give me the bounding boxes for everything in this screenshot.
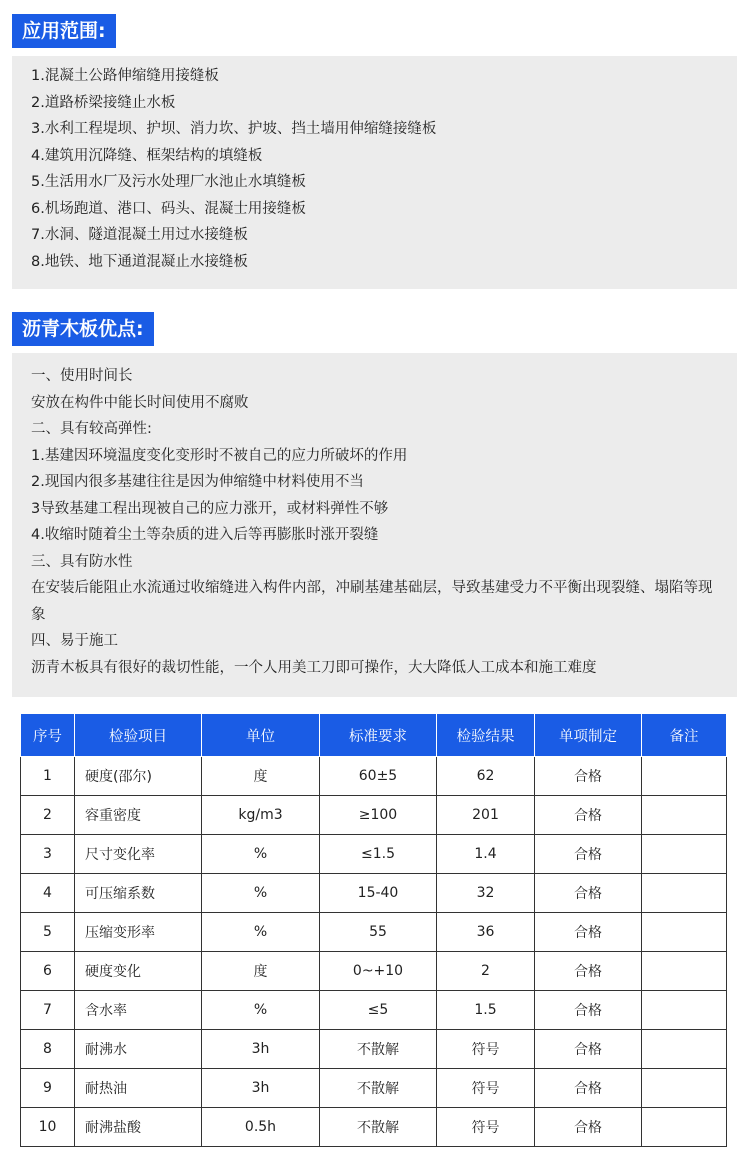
table-cell: 硬度(邵尔): [75, 757, 202, 796]
applications-title: 应用范围:: [12, 14, 116, 48]
advantage-line: 4.收缩时随着尘土等杂质的进入后等再膨胀时涨开裂缝: [31, 527, 379, 543]
table-cell: 合格: [535, 952, 642, 991]
table-cell: 3h: [202, 1030, 320, 1069]
inspection-table: [20, 713, 727, 1147]
table-cell: ≤5: [320, 991, 437, 1030]
table-cell: 32: [437, 874, 535, 913]
table-cell: [642, 757, 727, 796]
table-cell: 5: [21, 913, 75, 952]
table-row: [21, 952, 727, 991]
table-cell: 2: [21, 796, 75, 835]
table-row: [21, 796, 727, 835]
table-cell: 合格: [535, 913, 642, 952]
table-cell: [642, 1030, 727, 1069]
table-cell: 度: [202, 757, 320, 796]
table-header-cell: 单项制定: [535, 714, 642, 757]
table-row: [21, 991, 727, 1030]
application-item: 1.混凝土公路伸缩缝用接缝板: [31, 68, 219, 84]
table-cell: 合格: [535, 1030, 642, 1069]
application-item: 5.生活用水厂及污水处理厂水池止水填缝板: [31, 174, 306, 190]
table-cell: 合格: [535, 1069, 642, 1108]
table-cell: 耐沸水: [75, 1030, 202, 1069]
application-item: 4.建筑用沉降缝、框架结构的填缝板: [31, 147, 263, 164]
inspection-table-wrapper: [20, 713, 726, 1147]
table-row: [21, 913, 727, 952]
table-cell: kg/m3: [202, 796, 320, 835]
table-cell: 含水率: [75, 991, 202, 1030]
table-cell: [642, 991, 727, 1030]
table-cell: [642, 913, 727, 952]
table-row: [21, 1030, 727, 1069]
table-cell: 耐沸盐酸: [75, 1108, 202, 1147]
table-cell: [642, 952, 727, 991]
table-cell: 201: [437, 796, 535, 835]
table-cell: 8: [21, 1030, 75, 1069]
table-cell: 合格: [535, 991, 642, 1030]
table-cell: 1.5: [437, 991, 535, 1030]
table-cell: [642, 1108, 727, 1147]
table-cell: %: [202, 835, 320, 874]
applications-panel: [12, 56, 737, 289]
table-cell: 62: [437, 757, 535, 796]
application-item: 7.水洞、隧道混凝土用过水接缝板: [31, 227, 248, 243]
table-row: [21, 835, 727, 874]
advantage-line: 2.现国内很多基建往往是因为伸缩缝中材料使用不当: [31, 474, 364, 490]
table-cell: 1: [21, 757, 75, 796]
advantage-line: 三、具有防水性: [31, 553, 133, 570]
table-cell: 合格: [535, 757, 642, 796]
table-row: [21, 757, 727, 796]
advantages-title: 沥青木板优点:: [12, 312, 154, 346]
table-row: [21, 874, 727, 913]
table-cell: 9: [21, 1069, 75, 1108]
advantage-line: 一、使用时间长: [31, 368, 133, 384]
table-cell: 合格: [535, 835, 642, 874]
table-header-cell: 检验结果: [437, 714, 535, 757]
advantage-line: 沥青木板具有很好的裁切性能，一个人用美工刀即可操作，大大降低人工成本和施工难度: [31, 659, 597, 676]
table-cell: 36: [437, 913, 535, 952]
table-cell: %: [202, 874, 320, 913]
advantage-line: 四、易于施工: [31, 633, 118, 649]
advantage-line: 二、具有较高弹性:: [31, 421, 152, 437]
table-header-cell: 序号: [21, 714, 75, 757]
table-cell: [642, 835, 727, 874]
table-cell: 合格: [535, 1108, 642, 1147]
table-cell: 3: [21, 835, 75, 874]
table-cell: ≤1.5: [320, 835, 437, 874]
table-cell: 硬度变化: [75, 952, 202, 991]
advantage-line: 1.基建因环境温度变化变形时不被自己的应力所破坏的作用: [31, 447, 408, 464]
table-cell: 3h: [202, 1069, 320, 1108]
table-cell: 符号: [437, 1030, 535, 1069]
table-cell: 4: [21, 874, 75, 913]
advantage-line: 安放在构件中能长时间使用不腐败: [31, 394, 249, 411]
advantages-panel: [12, 353, 737, 697]
table-cell: 0.5h: [202, 1108, 320, 1147]
table-row: [21, 1108, 727, 1147]
table-cell: 尺寸变化率: [75, 835, 202, 874]
table-cell: 不散解: [320, 1030, 437, 1069]
table-cell: 可压缩系数: [75, 874, 202, 913]
advantage-line: 3导致基建工程出现被自己的应力涨开，或材料弹性不够: [31, 500, 389, 517]
application-item: 2.道路桥梁接缝止水板: [31, 94, 176, 111]
table-cell: 6: [21, 952, 75, 991]
table-cell: 15-40: [320, 874, 437, 913]
table-cell: 耐热油: [75, 1069, 202, 1108]
application-item: 8.地铁、地下通道混凝止水接缝板: [31, 253, 248, 270]
table-cell: [642, 796, 727, 835]
table-cell: 60±5: [320, 757, 437, 796]
table-row: [21, 1069, 727, 1108]
table-cell: 55: [320, 913, 437, 952]
advantage-line: 在安装后能阻止水流通过收缩缝进入构件内部，冲刷基建基础层，导致基建受力不平衡出现裂缝、塌陷等现象: [31, 580, 713, 623]
table-cell: 0~+10: [320, 952, 437, 991]
table-cell: %: [202, 991, 320, 1030]
table-cell: 合格: [535, 796, 642, 835]
table-header-cell: 检验项目: [75, 714, 202, 757]
table-cell: 2: [437, 952, 535, 991]
table-cell: 10: [21, 1108, 75, 1147]
table-cell: 压缩变形率: [75, 913, 202, 952]
table-header-cell: 标准要求: [320, 714, 437, 757]
table-header-cell: 备注: [642, 714, 727, 757]
table-cell: 符号: [437, 1069, 535, 1108]
table-cell: 7: [21, 991, 75, 1030]
table-cell: %: [202, 913, 320, 952]
table-cell: 符号: [437, 1108, 535, 1147]
table-cell: 不散解: [320, 1069, 437, 1108]
table-header-row: [21, 714, 727, 757]
table-cell: 不散解: [320, 1108, 437, 1147]
table-cell: 合格: [535, 874, 642, 913]
table-cell: 1.4: [437, 835, 535, 874]
table-cell: 容重密度: [75, 796, 202, 835]
table-cell: ≥100: [320, 796, 437, 835]
table-header-cell: 单位: [202, 714, 320, 757]
application-item: 3.水利工程堤坝、护坝、消力坎、护坡、挡土墙用伸缩缝接缝板: [31, 121, 437, 137]
table-cell: [642, 874, 727, 913]
table-cell: 度: [202, 952, 320, 991]
application-item: 6.机场跑道、港口、码头、混凝士用接缝板: [31, 200, 306, 217]
table-cell: [642, 1069, 727, 1108]
table-body: [21, 757, 727, 1147]
